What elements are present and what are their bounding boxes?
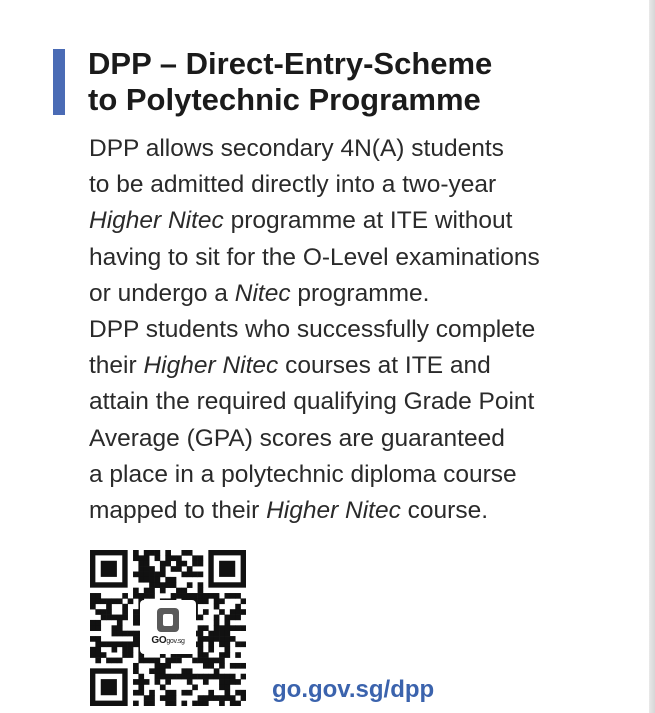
title-line-1: DPP – Direct-Entry-Scheme [88,46,493,81]
paragraph-2-line-6 [89,493,634,529]
page-edge-shadow [649,0,655,713]
paragraph-2-line-2 [89,348,634,384]
paragraph-1-line-3 [89,203,634,239]
higher-nitec-term: Higher Nitec [266,497,401,525]
gogov-logo-text [151,635,184,646]
paragraph-1-line-1: DPP allows secondary 4N(A) students [89,135,504,162]
qr-code[interactable] [90,550,246,706]
paragraph-2-line-4: Average (GPA) scores are guaranteed [89,424,505,452]
higher-nitec-term: Higher Nitec [143,352,279,380]
gogov-logo [140,600,196,654]
text-fragment: mapped to their [89,497,267,525]
title-line-2: to Polytechnic Programme [88,82,481,117]
text-fragment: course. [400,497,489,525]
paragraph-2-line-5: a place in a polytechnic diploma course [89,460,517,488]
description-text [89,131,634,529]
page-title [88,46,628,118]
paragraph-1-line-5 [89,276,634,312]
accent-bar [53,49,65,115]
text-fragment: their [89,352,144,380]
higher-nitec-term: Higher Nitec [89,207,224,235]
paragraph-1-line-2: to be admitted directly into a two-year [89,171,497,199]
gogov-logo-main: GO [151,635,167,646]
text-fragment: programme. [290,279,430,307]
paragraph-2-line-1: DPP students who successfully complete [89,316,536,344]
gogov-logo-icon [157,608,179,632]
text-fragment: programme at ITE without [223,207,513,235]
text-fragment: courses at ITE and [278,352,491,380]
gogov-logo-sub: gov.sg [166,638,185,645]
text-fragment: or undergo a [89,279,235,307]
paragraph-1-line-4: having to sit for the O-Level examinations [89,243,540,271]
nitec-term: Nitec [234,279,291,307]
dpp-short-link[interactable]: go.gov.sg/dpp [272,676,435,703]
paragraph-2-line-3: attain the required qualifying Grade Point [89,388,535,416]
